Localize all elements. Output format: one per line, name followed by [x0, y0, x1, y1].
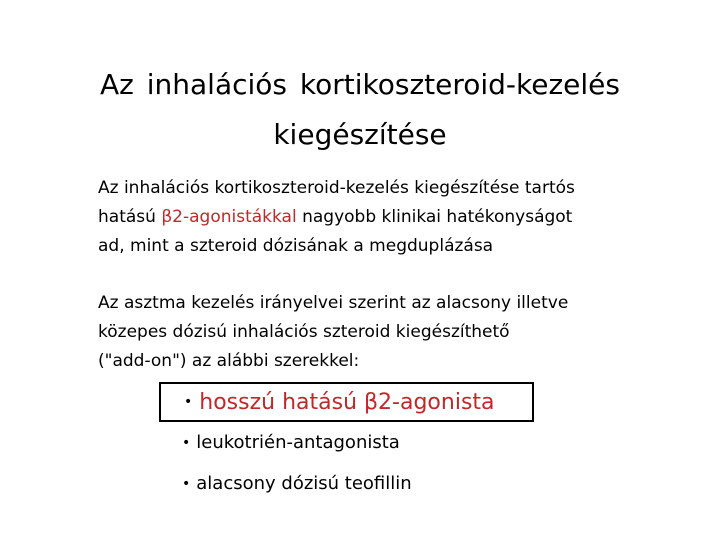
- beta2-agonist-highlight: β2-agonistákkal: [161, 207, 297, 227]
- paragraph-guidelines-line-2: közepes dózisú inhalációs szteroid kiegészíthető: [98, 322, 510, 342]
- bullet-icon: •: [184, 394, 193, 410]
- bullet-item-highlighted-box: [159, 382, 534, 422]
- slide-title: [40, 60, 680, 160]
- paragraph-intro-line-2-end: nagyobb klinikai hatékonyságot: [296, 207, 573, 227]
- paragraph-intro: [98, 174, 698, 261]
- paragraph-intro-line-2-start: hatású: [98, 207, 162, 227]
- bullet-icon: •: [182, 475, 191, 492]
- paragraph-intro-line-2: [98, 203, 698, 232]
- bullet-item-label: alacsony dózisú teofillin: [196, 473, 412, 494]
- bullet-item-label: hosszú hatású β2-agonista: [199, 389, 495, 415]
- paragraph-intro-line-3: ad, mint a szteroid dózisának a megduplázása: [98, 236, 494, 256]
- paragraph-guidelines: [98, 289, 698, 376]
- bullet-item: [182, 473, 412, 494]
- bullet-item: [182, 432, 400, 453]
- slide-title-line-2: kiegészítése: [273, 118, 447, 151]
- paragraph-guidelines-line-3: ("add-on") az alábbi szerekkel:: [98, 351, 360, 371]
- paragraph-guidelines-line-1: Az asztma kezelés irányelvei szerint az alacsony illetve: [98, 293, 569, 313]
- paragraph-intro-line-1: Az inhalációs kortikoszteroid-kezelés kiegészítése tartós: [98, 178, 575, 198]
- bullet-icon: •: [182, 434, 191, 451]
- bullet-item-label: leukotrién-antagonista: [196, 432, 400, 453]
- slide-title-line-1: Az inhalációs kortikoszteroid-kezelés: [99, 68, 620, 101]
